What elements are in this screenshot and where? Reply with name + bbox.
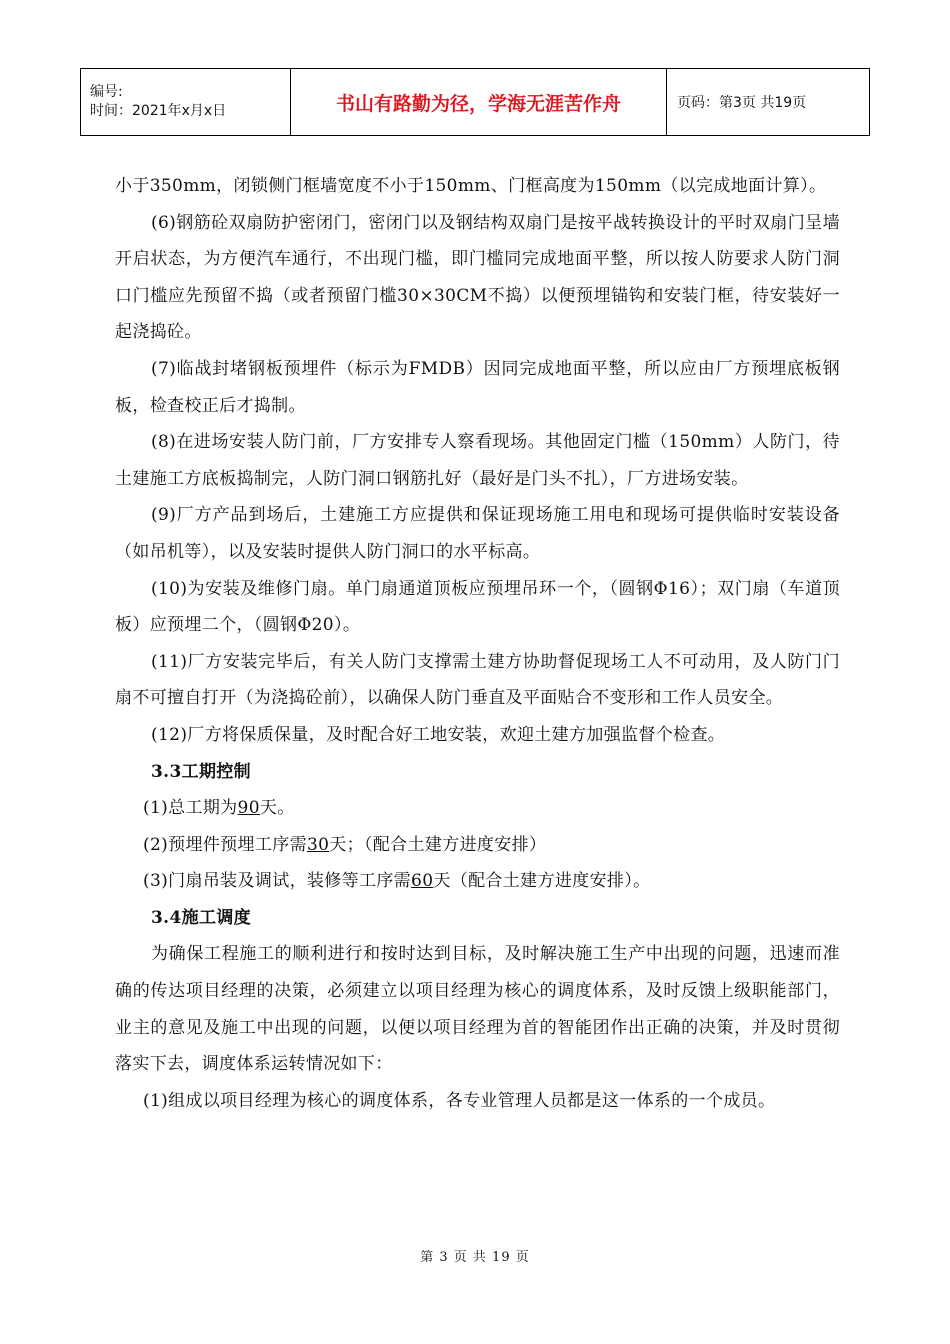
list-item: (3)门扇吊装及调试，装修等工序需60天（配合土建方进度安排）。 — [143, 871, 651, 892]
list-item: (1)总工期为90天。 — [143, 798, 295, 819]
paragraph: (10)为安装及维修门扇。单门扇通道顶板应预埋吊环一个，（圆钢Φ16）；双门扇（车道顶板）应预埋二个，（圆钢Φ20）。 — [115, 578, 840, 636]
duration-value: 60 — [411, 871, 434, 892]
document-date: 时间：2021年x月x日 — [90, 103, 227, 119]
list-item: (1)组成以项目经理为核心的调度体系，各专业管理人员都是这一体系的一个成员。 — [143, 1090, 776, 1111]
paragraph: 小于350mm，闭锁侧门框墙宽度不小于150mm、门框高度为150mm（以完成地面计算）。 — [115, 176, 827, 196]
paragraph: 为确保工程施工的顺利进行和按时达到目标，及时解决施工生产中出现的问题，迅速而准确的传达项目经理的决策，必须建立以项目经理为核心的调度体系，及时反馈上级职能部门，业主的意见及施工中出现的问题，以便以项目经理为首的智能团作出正确的决策，并及时贯彻落实下去，调度体系运转情况如下： — [115, 944, 840, 1075]
duration-value: 90 — [237, 798, 260, 819]
page-footer: 第 3 页 共 19 页 — [420, 1250, 530, 1265]
paragraph: (9)厂方产品到场后，土建施工方应提供和保证现场施工用电和现场可提供临时安装设备（如吊机等），以及安装时提供人防门洞口的水平标高。 — [115, 505, 840, 562]
document-number-label: 编号: — [90, 84, 123, 100]
document-body — [115, 168, 840, 1119]
header-page-number: 页码：第3页 共19页 — [667, 69, 870, 136]
paragraph: (7)临战封堵钢板预埋件（标示为FMDB）因同完成地面平整，所以应由厂方预埋底板钢板，检查校正后才捣制。 — [115, 358, 840, 416]
section-heading: 3.3工期控制 — [151, 761, 252, 782]
paragraph: (11)厂方安装完毕后，有关人防门支撑需土建方协助督促现场工人不可动用，及人防门门扇不可擅自打开（为浇捣砼前），以确保人防门垂直及平面贴合不变形和工作人员安全。 — [115, 651, 840, 709]
section-heading: 3.4施工调度 — [151, 907, 252, 928]
paragraph: (8)在进场安装人防门前，厂方安排专人察看现场。其他固定门槛（150mm）人防门，待土建施工方底板捣制完，人防门洞口钢筋扎好（最好是门头不扎），厂方进场安装。 — [115, 432, 840, 489]
header-motto: 书山有路勤为径，学海无涯苦作舟 — [291, 69, 667, 136]
duration-value: 30 — [306, 834, 330, 855]
paragraph: (6)钢筋砼双扇防护密闭门，密闭门以及钢结构双扇门是按平战转换设计的平时双扇门呈墙开启状态，为方便汽车通行，不出现门槛，即门槛同完成地面平整，所以按人防要求人防门洞口门槛应先预留不捣（或者预留门槛30×30CM不捣）以便预埋锚钩和安装门框，待安装好一起浇捣砼。 — [115, 212, 840, 343]
list-item: (2)预埋件预埋工序需30天；（配合土建方进度安排） — [143, 834, 547, 855]
header-table — [80, 68, 870, 136]
paragraph: (12)厂方将保质保量，及时配合好工地安装，欢迎土建方加强监督个检查。 — [151, 724, 726, 745]
header-meta — [81, 69, 291, 136]
